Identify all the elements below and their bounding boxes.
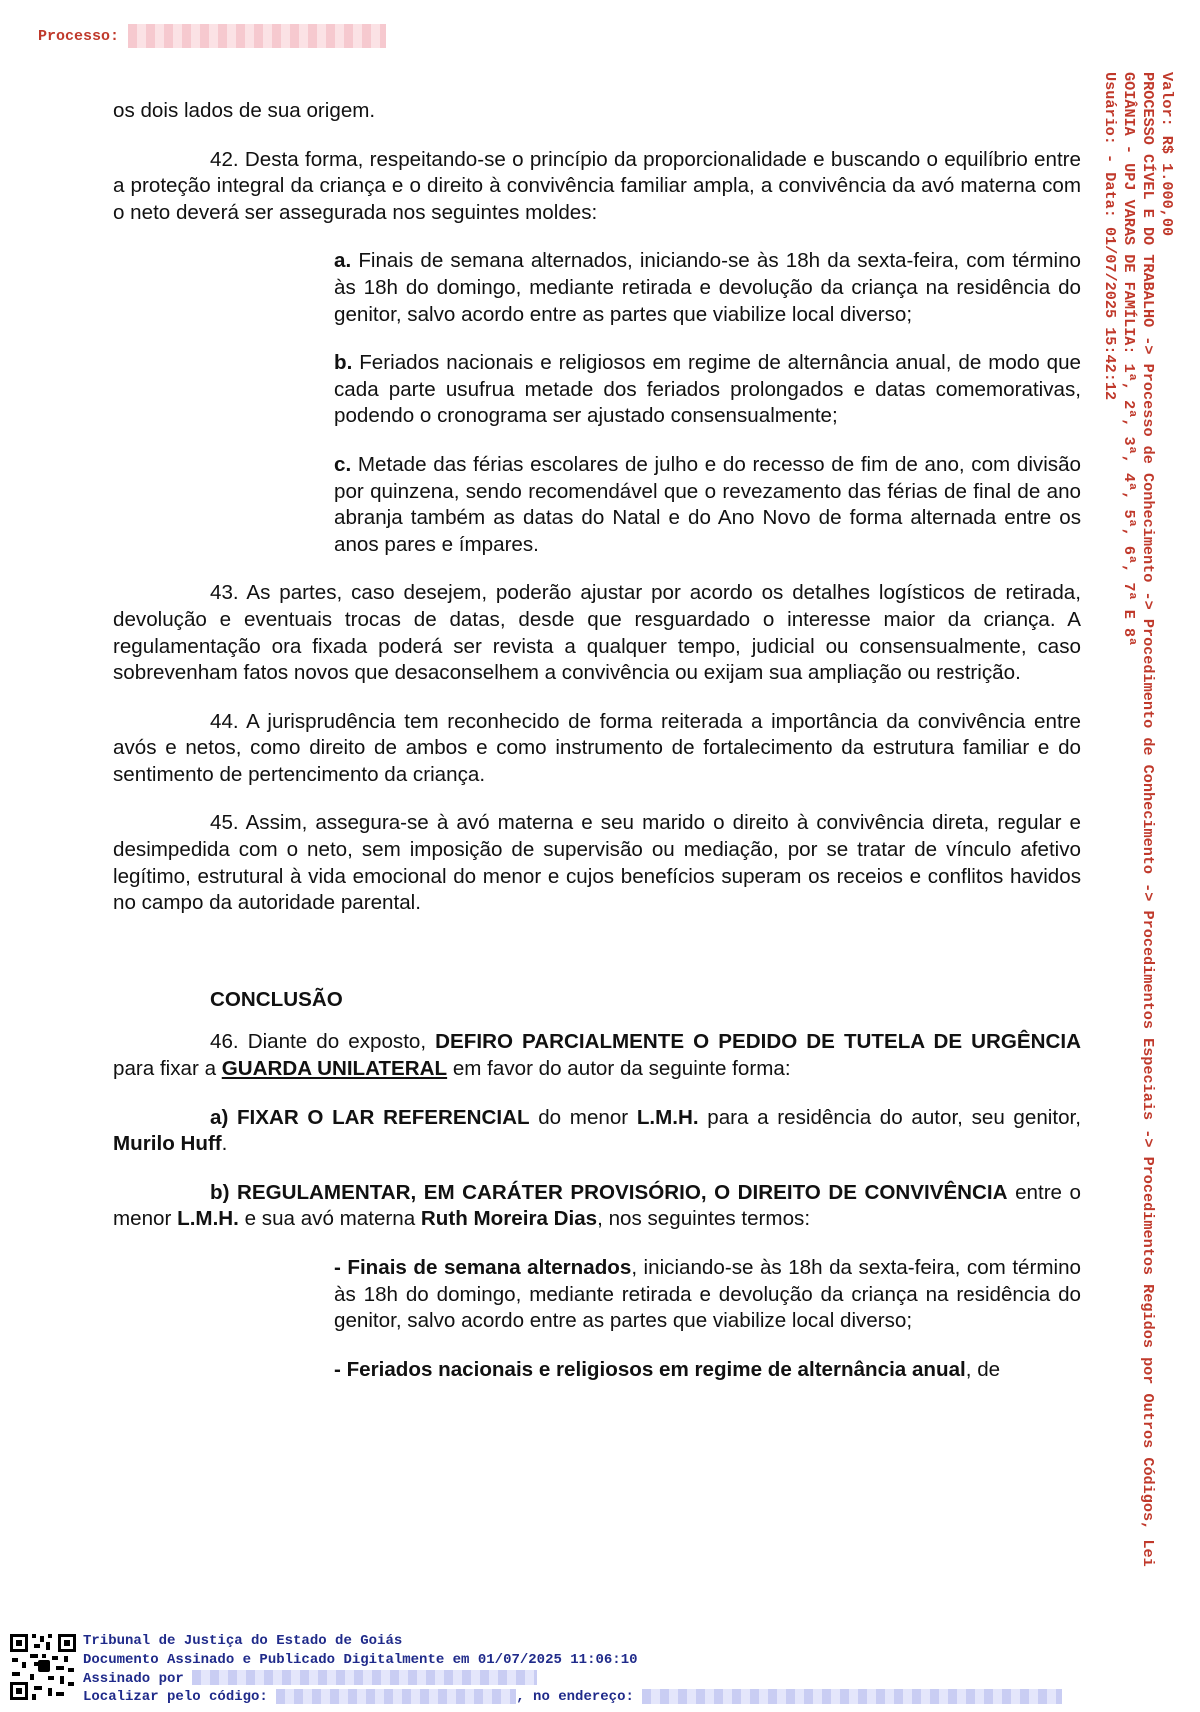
paragraph-b-convivencia [113, 1180, 1081, 1233]
paragraph-42: 42. Desta forma, respeitando-se o princípio da proporcionalidade e buscando o equilíbrio entre a proteção integral da criança e o direito à convivência familiar ampla, a convivência da avó materna com o neto deverá ser assegurada nos seguintes moldes: [113, 147, 1081, 224]
address-redacted [642, 1689, 1062, 1704]
p46-intro: 46. Diante do exposto, [210, 1030, 436, 1054]
pb-bold-5: Ruth Moreira Dias [420, 1207, 598, 1231]
pb-text-4: e sua avó materna [238, 1207, 421, 1231]
pa-text-4: para a residência do autor, seu genitor, [698, 1105, 1081, 1129]
paragraph-intro: os dois lados de sua origem. [113, 99, 376, 122]
pb-text-2: entre o menor [113, 1180, 1082, 1231]
process-label: Processo: [38, 27, 120, 45]
address-label: , no endereço: [516, 1689, 634, 1706]
pb-bold-1: b) REGULAMENTAR, EM CARÁTER PROVISÓRIO, O DIREITO DE CONVIVÊNCIA [210, 1180, 1008, 1204]
p46-decision: DEFIRO PARCIALMENTE O PEDIDO DE TUTELA DE URGÊNCIA [435, 1030, 1081, 1054]
item-c-text: Metade das férias escolares de julho e do recesso de fim de ano, com divisão por quinzena, sendo recomendável que o revezamento das férias de final de ano abranja também as datas do Natal e do Ano Novo de forma alternada entre os anos pares e ímpares. [334, 452, 1081, 556]
pa-text-6: . [221, 1132, 228, 1156]
p46-mid: para fixar a [113, 1057, 222, 1081]
d2-text: , de [965, 1357, 1001, 1381]
pa-text-2: do menor [529, 1105, 637, 1129]
list-item-a [334, 248, 1081, 328]
paragraph-45: 45. Assim, assegura-se à avó materna e seu marido o direito à convivência direta, regular e desimpedida com o neto, sem imposição de supervisão ou mediação, por se tratar de vínculo afetivo legítimo, estrutural à vida emocional do menor e cujos benefícios superam os receios e conflitos havidos no campo da autoridade parental. [113, 811, 1081, 915]
d1-text: , iniciando-se às 18h da sexta-feira, com término às 18h do domingo, mediante retirada e devolução da criança na residência do genitor, salvo acordo entre as partes que viabilize local diverso; [334, 1256, 1081, 1333]
paragraph-a-lar [113, 1105, 1081, 1158]
locate-code-label: Localizar pelo código: [83, 1689, 268, 1706]
pa-bold-5: Murilo Huff [113, 1132, 222, 1156]
list-item-b [334, 350, 1081, 430]
paragraph-44: 44. A jurisprudência tem reconhecido de forma reiterada a importância da convivência entre avós e netos, como direito de ambos e como instrumento de fortalecimento da estrutura familiar e do sentimento de pertencimento da criança. [113, 709, 1081, 786]
item-b-label: b. [334, 351, 353, 375]
paragraph-43: 43. As partes, caso desejem, poderão ajustar por acordo os detalhes logísticos de retirada, devolução e eventuais trocas de datas, desde que resguardado o interesse maior da criança. A regulamentação ora fixada poderá ser revista a qualquer tempo, judicial ou consensualmente, caso sobrevenham fatos novos que desaconselhem a convivência ou exijam sua ampliação ou restrição. [113, 581, 1081, 685]
item-c-label: c. [334, 452, 352, 476]
qr-code-icon [8, 1632, 78, 1702]
side-stamp-comarca: GOIÂNIA - UPJ VARAS DE FAMÍLIA: 1ª, 2ª, 3ª, 4ª, 5ª, 6ª, 7ª E 8ª [1120, 72, 1138, 647]
footer-signed-by [83, 1670, 1062, 1689]
dash-item-2 [334, 1357, 1081, 1384]
section-heading-conclusao: CONCLUSÃO [210, 987, 343, 1011]
process-number-redacted [128, 24, 386, 48]
process-header [38, 24, 386, 48]
item-b-text: Feriados nacionais e religiosos em regime de alternância anual, de modo que cada parte usufrua metade dos feriados prolongados e datas comemorativas, podendo o cronograma ser ajustado consensualmente; [334, 351, 1081, 428]
side-stamp-valor: Valor: R$ 1.000,00 [1158, 72, 1176, 237]
pb-text-6: , nos seguintes termos: [597, 1207, 811, 1231]
pa-bold-3: L.M.H. [636, 1105, 699, 1129]
p46-guarda: GUARDA UNILATERAL [221, 1057, 448, 1081]
d1-bold: - Finais de semana alternados [334, 1256, 632, 1279]
dash-item-1 [334, 1255, 1081, 1335]
signed-by-label: Assinado por [83, 1670, 184, 1687]
document-body [113, 98, 1081, 1405]
side-stamp-usuario: Usuário: - Data: 01/07/2025 15:42:12 [1101, 72, 1119, 401]
footer-court-name: Tribunal de Justiça do Estado de Goiás [83, 1633, 403, 1649]
side-stamp-classe: PROCESSO CÍVEL E DO TRABALHO -> Processo de Conhecimento -> Procedimento de Conhecimento -> Procedimentos Especiais -> Procedimentos Regidos por Outros Códigos, Lei [1139, 72, 1157, 1567]
d2-bold: - Feriados nacionais e religiosos em regime de alternância anual [334, 1357, 966, 1381]
paragraph-46 [113, 1029, 1081, 1082]
pa-bold-1: a) FIXAR O LAR REFERENCIAL [210, 1105, 530, 1129]
item-a-text: Finais de semana alternados, iniciando-se às 18h da sexta-feira, com término às 18h do domingo, mediante retirada e devolução da criança na residência do genitor, salvo acordo entre as partes que viabilize local diverso; [334, 249, 1081, 326]
p46-end: em favor do autor da seguinte forma: [447, 1057, 791, 1081]
list-item-c [334, 452, 1081, 558]
footer-locate-code [83, 1688, 1062, 1707]
signer-redacted [192, 1670, 537, 1685]
pb-bold-3: L.M.H. [177, 1207, 239, 1231]
footer-text-block [83, 1632, 1062, 1707]
code-redacted [276, 1689, 516, 1704]
footer-signed-published: Documento Assinado e Publicado Digitalmente em 01/07/2025 11:06:10 [83, 1651, 638, 1668]
item-a-label: a. [334, 249, 352, 273]
